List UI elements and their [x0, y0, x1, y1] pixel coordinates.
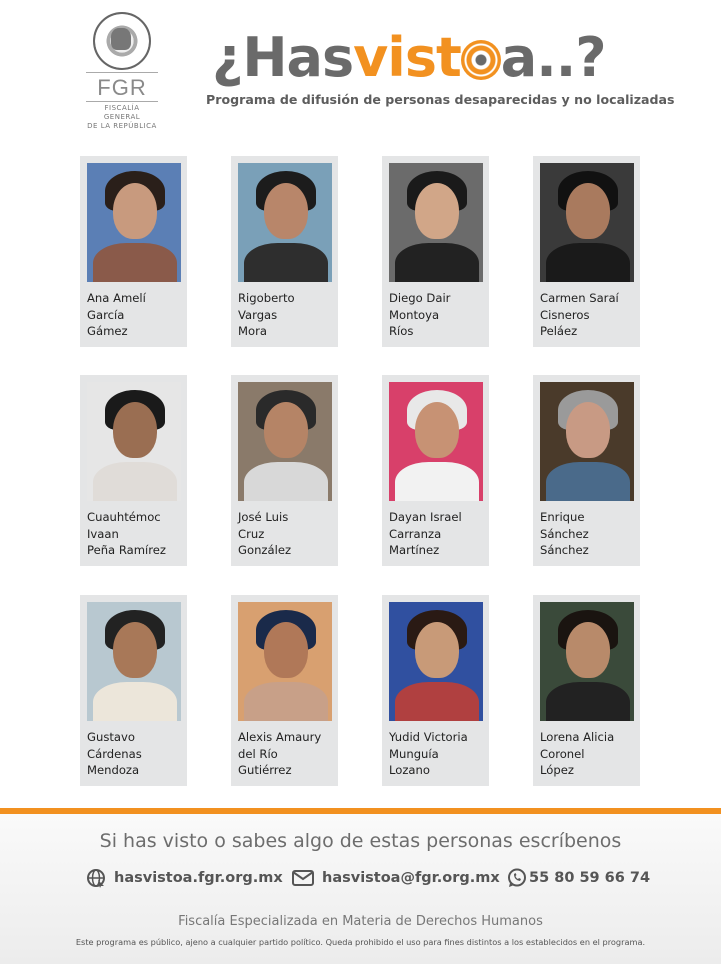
person-name-line: Carmen Saraí [540, 291, 619, 305]
fgr-full-name [86, 101, 158, 131]
person-name-line: Cárdenas [87, 746, 142, 761]
person-name-line: del Río [238, 746, 278, 761]
photo-shoulders [546, 682, 630, 721]
person-name-line: Enrique [540, 510, 585, 524]
person-name-line: Lorena Alicia [540, 730, 615, 744]
person-name-line: Cisneros [540, 307, 590, 322]
person-name-line: José Luis [238, 510, 289, 524]
person-name [87, 290, 146, 340]
website-link[interactable]: hasvistoa.fgr.org.mx [114, 870, 283, 886]
program-title [212, 28, 606, 88]
person-name-line: Mora [238, 324, 267, 338]
title-part-vist: vist [353, 26, 461, 89]
disclaimer: Este programa es público, ajeno a cualquier partido político. Queda prohibido el uso para fines distintos a los establecidos en el programa. [75, 937, 646, 947]
person-name-line: Alexis Amaury [238, 730, 322, 744]
person-card [533, 595, 640, 786]
person-name [540, 729, 614, 779]
person-name [87, 729, 142, 779]
photo-face [415, 402, 459, 458]
person-name-line: Vargas [238, 307, 278, 322]
person-name-line: Mendoza [87, 763, 140, 777]
photo-shoulders [93, 682, 177, 721]
person-card [80, 375, 187, 566]
photo-face [566, 622, 610, 678]
person-photo [238, 602, 332, 721]
photo-face [264, 622, 308, 678]
person-name-line: Cruz [238, 526, 265, 541]
photo-shoulders [395, 243, 479, 282]
person-name [238, 509, 291, 559]
person-photo [540, 382, 634, 501]
person-name-line: Gustavo [87, 730, 135, 744]
phone-contact[interactable] [507, 866, 650, 890]
photo-face [415, 622, 459, 678]
person-name-line: Diego Dair [389, 291, 451, 305]
person-name-line: Ana Amelí [87, 291, 146, 305]
fgr-name-line1: FISCALÍA GENERAL [103, 104, 141, 121]
photo-face [264, 402, 308, 458]
person-photo [540, 163, 634, 282]
person-name-line: Carranza [389, 526, 442, 541]
photo-shoulders [244, 462, 328, 501]
person-card [231, 595, 338, 786]
person-name-line: García [87, 307, 125, 322]
person-card [533, 375, 640, 566]
person-name-line: González [238, 543, 292, 557]
person-photo [389, 163, 483, 282]
photo-face [113, 402, 157, 458]
person-name-line: Coronel [540, 746, 585, 761]
person-name [389, 509, 462, 559]
person-photo [87, 163, 181, 282]
title-part-a: a..? [500, 26, 606, 89]
photo-shoulders [546, 243, 630, 282]
person-name-line: Gutiérrez [238, 763, 292, 777]
person-name-line: Dayan Israel [389, 510, 462, 524]
person-name [238, 290, 295, 340]
person-photo [238, 382, 332, 501]
person-card [231, 156, 338, 347]
person-card [231, 375, 338, 566]
person-name-line: López [540, 763, 574, 777]
eye-icon [461, 40, 501, 80]
person-name [389, 290, 450, 340]
photo-shoulders [244, 243, 328, 282]
photo-shoulders [93, 462, 177, 501]
website-contact[interactable] [86, 866, 283, 890]
person-card [80, 156, 187, 347]
person-photo [87, 382, 181, 501]
person-name [87, 509, 166, 559]
photo-shoulders [93, 243, 177, 282]
person-name-line: Ivaan [87, 526, 119, 541]
agency-name: Fiscalía Especializada en Materia de Derechos Humanos [178, 914, 543, 929]
email-contact[interactable] [292, 866, 500, 890]
person-photo [389, 382, 483, 501]
person-name-line: Ríos [389, 324, 414, 338]
person-name [540, 290, 619, 340]
person-name-line: Sánchez [540, 543, 589, 557]
fgr-name-line2: DE LA REPÚBLICA [87, 122, 157, 130]
fgr-logo [86, 12, 158, 131]
person-photo [87, 602, 181, 721]
photo-face [566, 402, 610, 458]
call-to-action: Si has visto o sabes algo de estas personas escríbenos [99, 830, 622, 852]
person-photo [389, 602, 483, 721]
person-name [238, 729, 321, 779]
person-name-line: Peña Ramírez [87, 543, 166, 557]
photo-shoulders [395, 682, 479, 721]
whatsapp-icon [507, 868, 527, 888]
person-name-line: Yudid Victoria [389, 730, 468, 744]
person-name-line: Gámez [87, 324, 128, 338]
person-name-line: Lozano [389, 763, 430, 777]
envelope-icon [292, 870, 314, 886]
photo-face [264, 183, 308, 239]
person-name [389, 729, 468, 779]
email-link[interactable]: hasvistoa@fgr.org.mx [322, 870, 500, 886]
person-card [382, 156, 489, 347]
program-subtitle: Programa de difusión de personas desaparecidas y no localizadas [206, 92, 675, 107]
phone-number[interactable]: 55 80 59 66 74 [529, 870, 651, 886]
photo-shoulders [395, 462, 479, 501]
person-name [540, 509, 589, 559]
person-name-line: Martínez [389, 543, 440, 557]
person-name-line: Peláez [540, 324, 578, 338]
title-part-has: ¿Has [212, 26, 354, 89]
person-name-line: Rigoberto [238, 291, 295, 305]
person-name-line: Munguía [389, 746, 439, 761]
person-name-line: Montoya [389, 307, 440, 322]
photo-face [113, 622, 157, 678]
person-card [80, 595, 187, 786]
globe-icon [86, 868, 106, 888]
person-card [533, 156, 640, 347]
photo-face [566, 183, 610, 239]
person-photo [238, 163, 332, 282]
person-photo [540, 602, 634, 721]
photo-shoulders [244, 682, 328, 721]
photo-shoulders [546, 462, 630, 501]
photo-face [113, 183, 157, 239]
photo-face [415, 183, 459, 239]
person-card [382, 595, 489, 786]
person-name-line: Cuauhtémoc [87, 510, 161, 524]
fgr-acronym: FGR [86, 72, 158, 101]
person-card [382, 375, 489, 566]
national-seal-icon [93, 12, 151, 70]
person-name-line: Sánchez [540, 526, 589, 541]
